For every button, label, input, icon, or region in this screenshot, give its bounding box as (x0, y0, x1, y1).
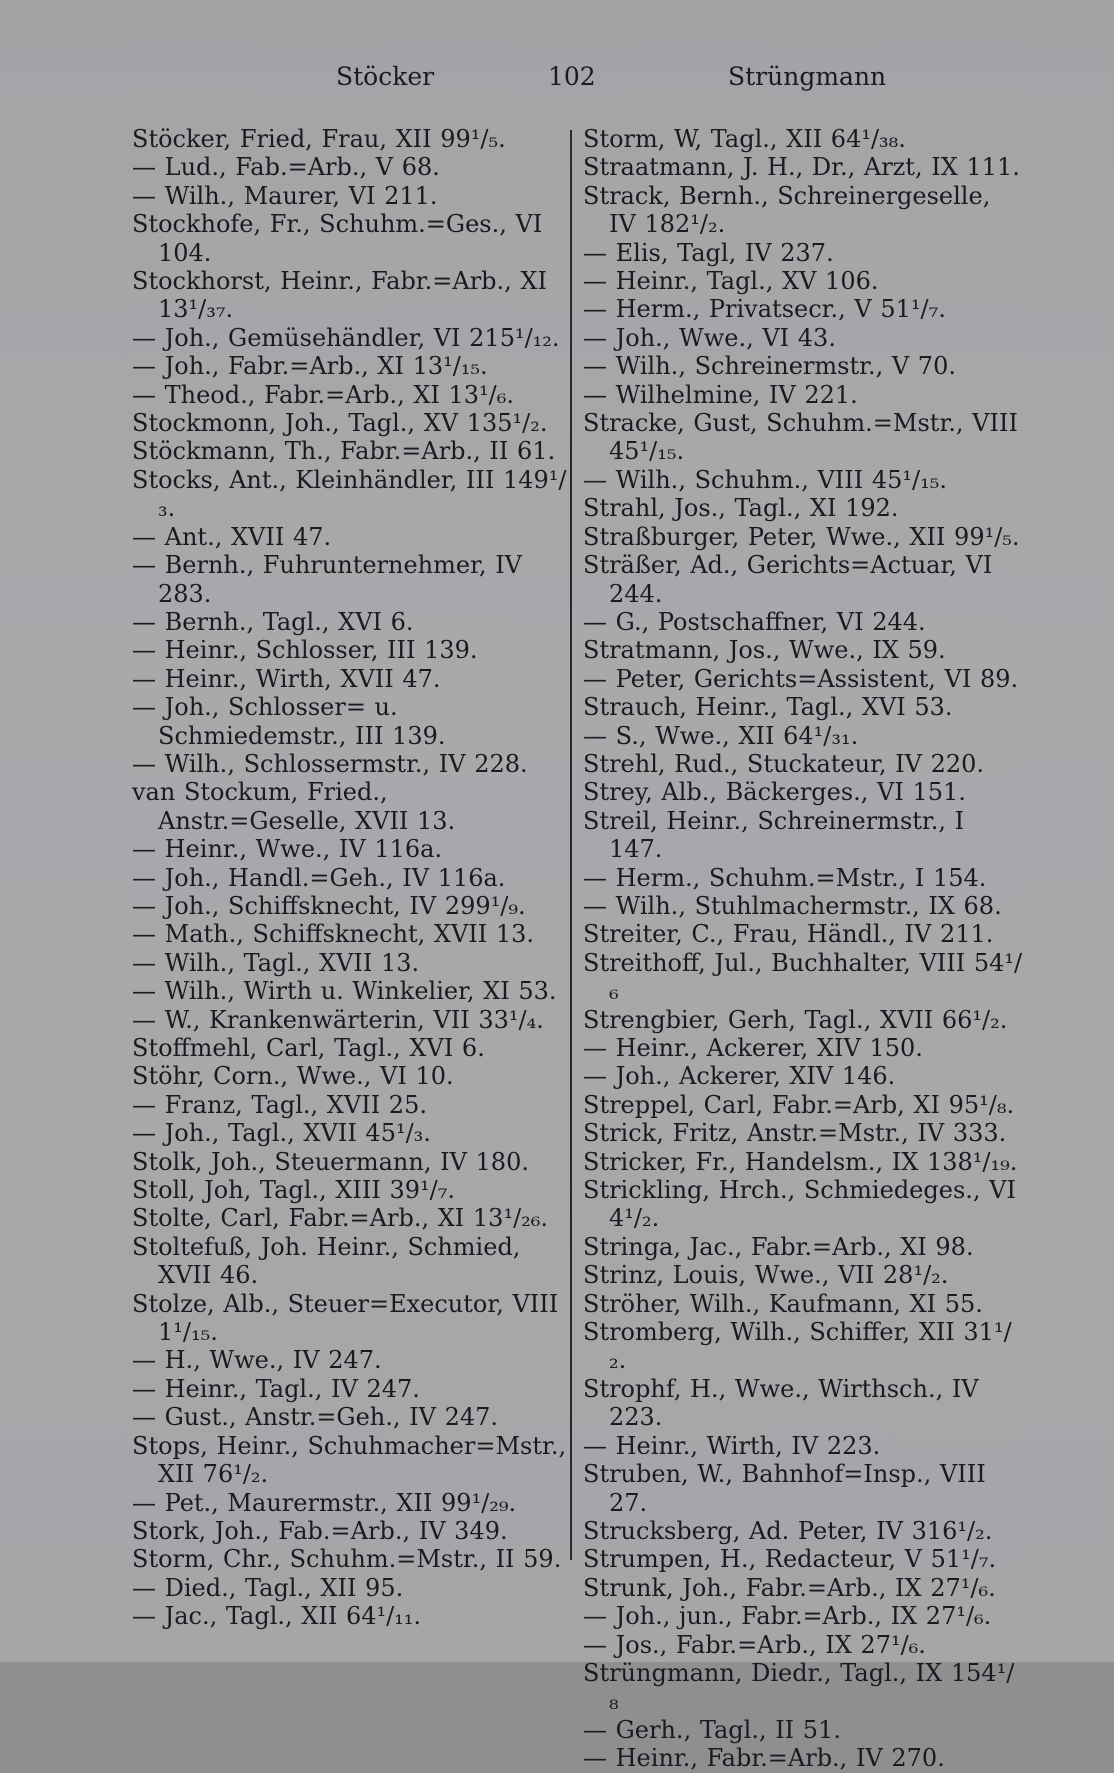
directory-entry: Strauch, Heinr., Tagl., XVI 53. (583, 693, 953, 722)
directory-entry: — Heinr., Fabr.=Arb., IV 270. (583, 1744, 945, 1773)
directory-entry: Streiter, C., Frau, Händl., IV 211. (583, 920, 994, 949)
directory-entry: — Joh., Ackerer, XIV 146. (583, 1062, 896, 1091)
directory-entry: Storm, Chr., Schuhm.=Mstr., II 59. (132, 1545, 562, 1574)
directory-entry: — Wilh., Wirth u. Winkelier, XI 53. (132, 977, 557, 1006)
directory-entry: Strumpen, H., Redacteur, V 51¹/₇. (583, 1545, 997, 1574)
directory-entry: — Wilh., Schreinermstr., V 70. (583, 352, 956, 381)
directory-entry: Straßburger, Peter, Wwe., XII 99¹/₅. (583, 522, 1020, 551)
header-last-name: Strüngmann (728, 62, 887, 91)
directory-entry: Stolze, Alb., Steuer=Executor, VIII 1¹/₁₅. (132, 1289, 559, 1347)
directory-entry: Stocks, Ant., Kleinhändler, III 149¹/₃. (132, 465, 567, 523)
directory-entry: — Died., Tagl., XII 95. (132, 1573, 404, 1602)
page-header (0, 62, 1114, 102)
directory-entry: — Gerh., Tagl., II 51. (583, 1715, 841, 1744)
directory-entry: Stromberg, Wilh., Schiffer, XII 31¹/₂. (583, 1318, 1012, 1375)
directory-entry: — Bernh., Fuhrunternehmer, IV 283. (132, 551, 522, 608)
directory-entry: — Heinr., Schlosser, III 139. (132, 636, 478, 665)
directory-entry: — Wilh., Schuhm., VIII 45¹/₁₅. (583, 465, 947, 494)
directory-entry: van Stockum, Fried., Anstr.=Geselle, XVII 13. (132, 778, 456, 835)
directory-entry: Ströher, Wilh., Kaufmann, XI 55. (583, 1289, 983, 1318)
directory-entry: — Joh., Schiffsknecht, IV 299¹/₉. (132, 891, 526, 920)
directory-entry: — Bernh., Tagl., XVI 6. (132, 607, 414, 636)
directory-entry: — Joh., Schlosser= u. Schmiedemstr., III 139. (132, 693, 446, 750)
directory-entry: — S., Wwe., XII 64¹/₃₁. (583, 721, 859, 750)
directory-entry: Stockmonn, Joh., Tagl., XV 135¹/₂. (132, 409, 548, 438)
directory-entry: — Jac., Tagl., XII 64¹/₁₁. (132, 1602, 422, 1631)
directory-entry: — Franz, Tagl., XVII 25. (132, 1090, 427, 1119)
directory-entry: — Peter, Gerichts=Assistent, VI 89. (583, 664, 1019, 693)
directory-entry: — Joh., jun., Fabr.=Arb., IX 27¹/₆. (583, 1602, 992, 1631)
directory-entry: — Wilh., Stuhlmachermstr., IX 68. (583, 891, 1002, 920)
directory-entry: — Heinr., Tagl., XV 106. (583, 267, 879, 296)
directory-entry: — Lud., Fab.=Arb., V 68. (132, 153, 440, 182)
directory-entry: — Jos., Fabr.=Arb., IX 27¹/₆. (583, 1630, 926, 1659)
directory-entry: Struben, W., Bahnhof=Insp., VIII 27. (583, 1460, 986, 1517)
directory-entry: Stork, Joh., Fab.=Arb., IV 349. (132, 1516, 508, 1545)
directory-entry: Streppel, Carl, Fabr.=Arb, XI 95¹/₈. (583, 1090, 1015, 1119)
directory-entry: Stolk, Joh., Steuermann, IV 180. (132, 1147, 529, 1176)
directory-entry: Stringa, Jac., Fabr.=Arb., XI 98. (583, 1232, 974, 1261)
directory-entry: Sträßer, Ad., Gerichts=Actuar, VI 244. (583, 551, 993, 608)
directory-entry: Strucksberg, Ad. Peter, IV 316¹/₂. (583, 1516, 993, 1545)
directory-entry: Streithoff, Jul., Buchhalter, VIII 54¹/₆ (583, 948, 1023, 1006)
directory-entry: — Theod., Fabr.=Arb., XI 13¹/₆. (132, 380, 515, 409)
directory-entry: Storm, W, Tagl., XII 64¹/₃₈. (583, 125, 906, 153)
directory-entry: — Elis, Tagl, IV 237. (583, 238, 834, 267)
directory-entry: — W., Krankenwärterin, VII 33¹/₄. (132, 1005, 544, 1034)
directory-entry: — Pet., Maurermstr., XII 99¹/₂₉. (132, 1488, 517, 1517)
directory-entry: Strengbier, Gerh, Tagl., XVII 66¹/₂. (583, 1005, 1008, 1034)
directory-entry: — Joh., Fabr.=Arb., XI 13¹/₁₅. (132, 352, 488, 381)
directory-entry: Stoffmehl, Carl, Tagl., XVI 6. (132, 1034, 485, 1062)
directory-entry: — Heinr., Ackerer, XIV 150. (583, 1034, 923, 1062)
directory-entry: Strüngmann, Diedr., Tagl., IX 154¹/₈ (583, 1658, 1015, 1716)
directory-entry: — Gust., Anstr.=Geh., IV 247. (132, 1403, 499, 1432)
directory-entry: Stöckmann, Th., Fabr.=Arb., II 61. (132, 437, 556, 466)
directory-entry: — Math., Schiffsknecht, XVII 13. (132, 920, 535, 949)
directory-entry: Streil, Heinr., Schreinermstr., I 147. (583, 806, 965, 864)
directory-entry: — Wilh., Maurer, VI 211. (132, 181, 438, 210)
directory-entry: — Wilhelmine, IV 221. (583, 380, 858, 409)
directory-entry: — H., Wwe., IV 247. (132, 1346, 382, 1375)
directory-entry: Stolte, Carl, Fabr.=Arb., XI 13¹/₂₆. (132, 1204, 549, 1233)
directory-entry: — Joh., Wwe., VI 43. (583, 323, 836, 352)
directory-entry: Strey, Alb., Bäckerges., VI 151. (583, 778, 966, 807)
directory-entry: Strinz, Louis, Wwe., VII 28¹/₂. (583, 1261, 949, 1290)
directory-entry: Stoltefuß, Joh. Heinr., Schmied, XVII 46. (132, 1232, 521, 1290)
directory-entry: — Joh., Gemüsehändler, VI 215¹/₁₂. (132, 323, 560, 352)
column-divider (570, 130, 572, 1560)
directory-entry: Straatmann, J. H., Dr., Arzt, IX 111. (583, 153, 1020, 182)
directory-entry: Strunk, Joh., Fabr.=Arb., IX 27¹/₆. (583, 1573, 996, 1602)
directory-entry: — Herm., Privatsecr., V 51¹/₇. (583, 295, 946, 324)
directory-entry: Stracke, Gust, Schuhm.=Mstr., VIII 45¹/₁₅. (583, 409, 1018, 466)
directory-entry: Stricker, Fr., Handelsm., IX 138¹/₁₉. (583, 1147, 1018, 1176)
directory-entry: Strehl, Rud., Stuckateur, IV 220. (583, 749, 985, 778)
directory-entry: — Wilh., Tagl., XVII 13. (132, 948, 420, 977)
directory-entry: Stockhofe, Fr., Schuhm.=Ges., VI 104. (132, 210, 543, 267)
directory-entry: — Wilh., Schlossermstr., IV 228. (132, 749, 528, 778)
directory-entry: Strickling, Hrch., Schmiedeges., VI 4¹/₂. (583, 1176, 1016, 1233)
header-first-name: Stöcker (336, 62, 435, 91)
directory-entry: — Ant., XVII 47. (132, 522, 332, 551)
directory-entry: Strophf, H., Wwe., Wirthsch., IV 223. (583, 1374, 979, 1432)
directory-entry: — Heinr., Wwe., IV 116a. (132, 835, 443, 864)
page-number: 102 (548, 62, 596, 91)
directory-entry: — Joh., Handl.=Geh., IV 116a. (132, 863, 506, 892)
directory-entry: — G., Postschaffner, VI 244. (583, 607, 926, 636)
directory-entry: Strack, Bernh., Schreinergeselle, IV 182¹/₂. (583, 181, 991, 239)
left-column (132, 125, 572, 1631)
directory-entry: Stratmann, Jos., Wwe., IX 59. (583, 636, 946, 665)
directory-entry: Strahl, Jos., Tagl., XI 192. (583, 494, 899, 523)
directory-entry: Stoll, Joh, Tagl., XIII 39¹/₇. (132, 1176, 455, 1205)
directory-entry: — Joh., Tagl., XVII 45¹/₃. (132, 1119, 431, 1148)
directory-entry: — Heinr., Wirth, IV 223. (583, 1431, 881, 1460)
directory-entry: — Herm., Schuhm.=Mstr., I 154. (583, 863, 987, 892)
directory-entry: Stops, Heinr., Schuhmacher=Mstr., XII 76¹/₂. (132, 1431, 567, 1489)
right-column (583, 125, 1023, 1773)
directory-entry: Stöhr, Corn., Wwe., VI 10. (132, 1062, 454, 1091)
directory-entry: Stockhorst, Heinr., Fabr.=Arb., XI 13¹/₃₇. (132, 267, 547, 324)
directory-entry: — Heinr., Tagl., IV 247. (132, 1374, 420, 1403)
directory-entry: Stöcker, Fried, Frau, XII 99¹/₅. (132, 125, 506, 153)
directory-entry: — Heinr., Wirth, XVII 47. (132, 664, 441, 693)
directory-entry: Strick, Fritz, Anstr.=Mstr., IV 333. (583, 1119, 1007, 1148)
